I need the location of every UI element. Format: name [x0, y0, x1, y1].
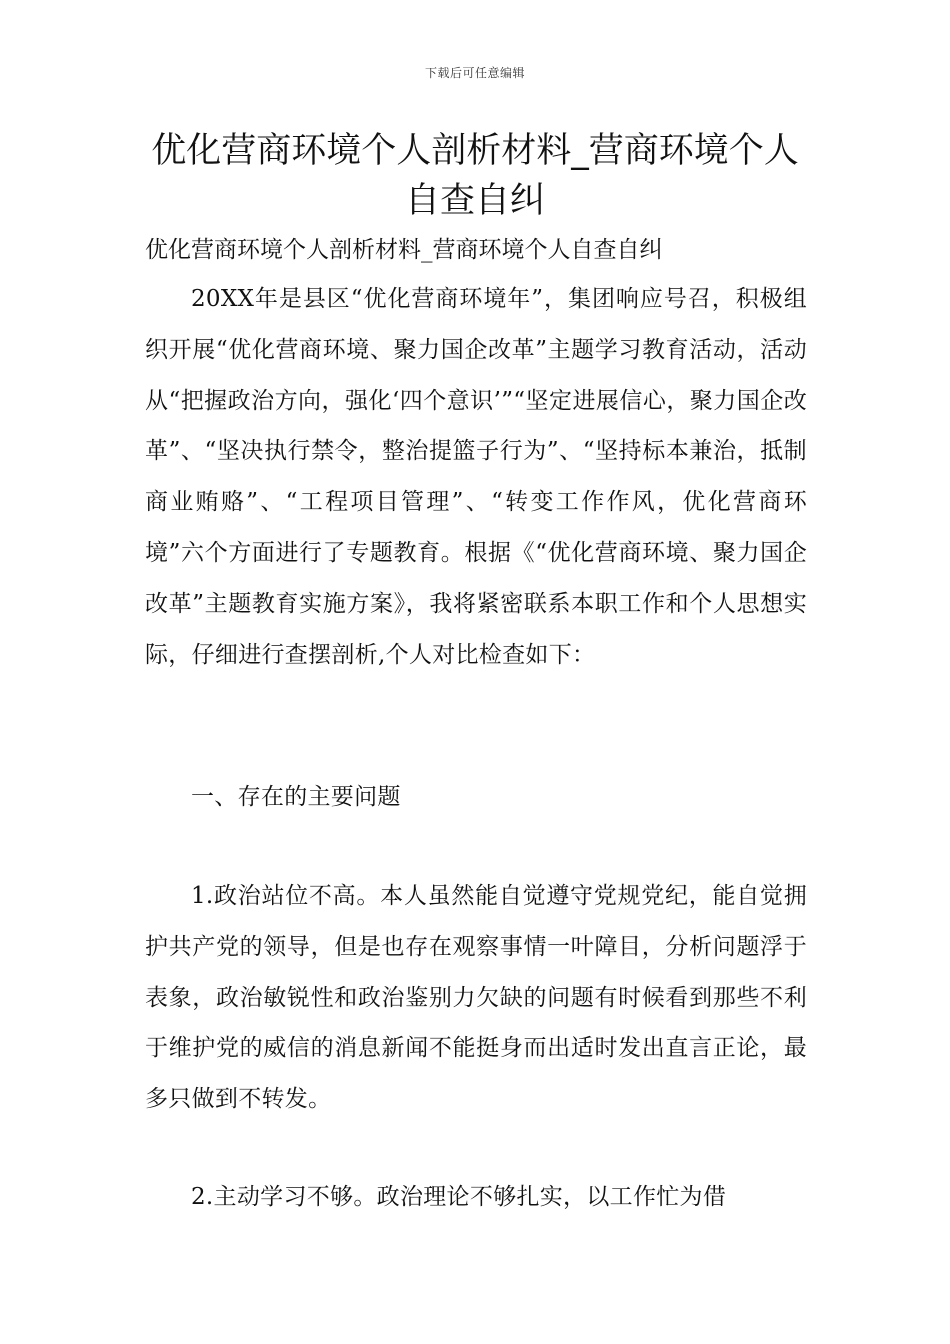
section-heading-problems: 一、存在的主要问题: [191, 784, 401, 810]
header-note: 下载后可任意编辑: [424, 66, 525, 80]
document-subtitle: 优化营商环境个人剖析材料_营商环境个人自查自纠: [145, 237, 663, 263]
problem-item-1: 1.政治站位不高。本人虽然能自觉遵守党规党纪，能自觉拥护共产党的领导，但是也存在观察事情一叶障目，分析问题浮于表象，政治敏锐性和政治鉴别力欠缺的问题有时候看到那些不利于维护党的威信的消息新闻不能挺身而出适时发出直言正论，最多只做到不转发。: [145, 883, 807, 1113]
problem-item-2: 2.主动学习不够。政治理论不够扎实，以工作忙为借: [191, 1184, 727, 1210]
intro-paragraph: 20XX年是县区“优化营商环境年”，集团响应号召，积极组织开展“优化营商环境、聚力国企改革”主题学习教育活动，活动从“把握政治方向，强化‘四个意识’”“坚定进展信心，聚力国企改革”、“坚决执行禁令，整治提篮子行为”、“坚持标本兼治，抵制商业贿赂”、“工程项目管理”、“转变工作作风，优化营商环境”六个方面进行了专题教育。根据《“优化营商环境、聚力国企改革”主题教育实施方案》，我将紧密联系本职工作和个人思想实际，仔细进行查摆剖析,个人对比检查如下：: [145, 286, 807, 668]
document-title: 优化营商环境个人剖析材料_营商环境个人自查自纠: [151, 131, 799, 221]
